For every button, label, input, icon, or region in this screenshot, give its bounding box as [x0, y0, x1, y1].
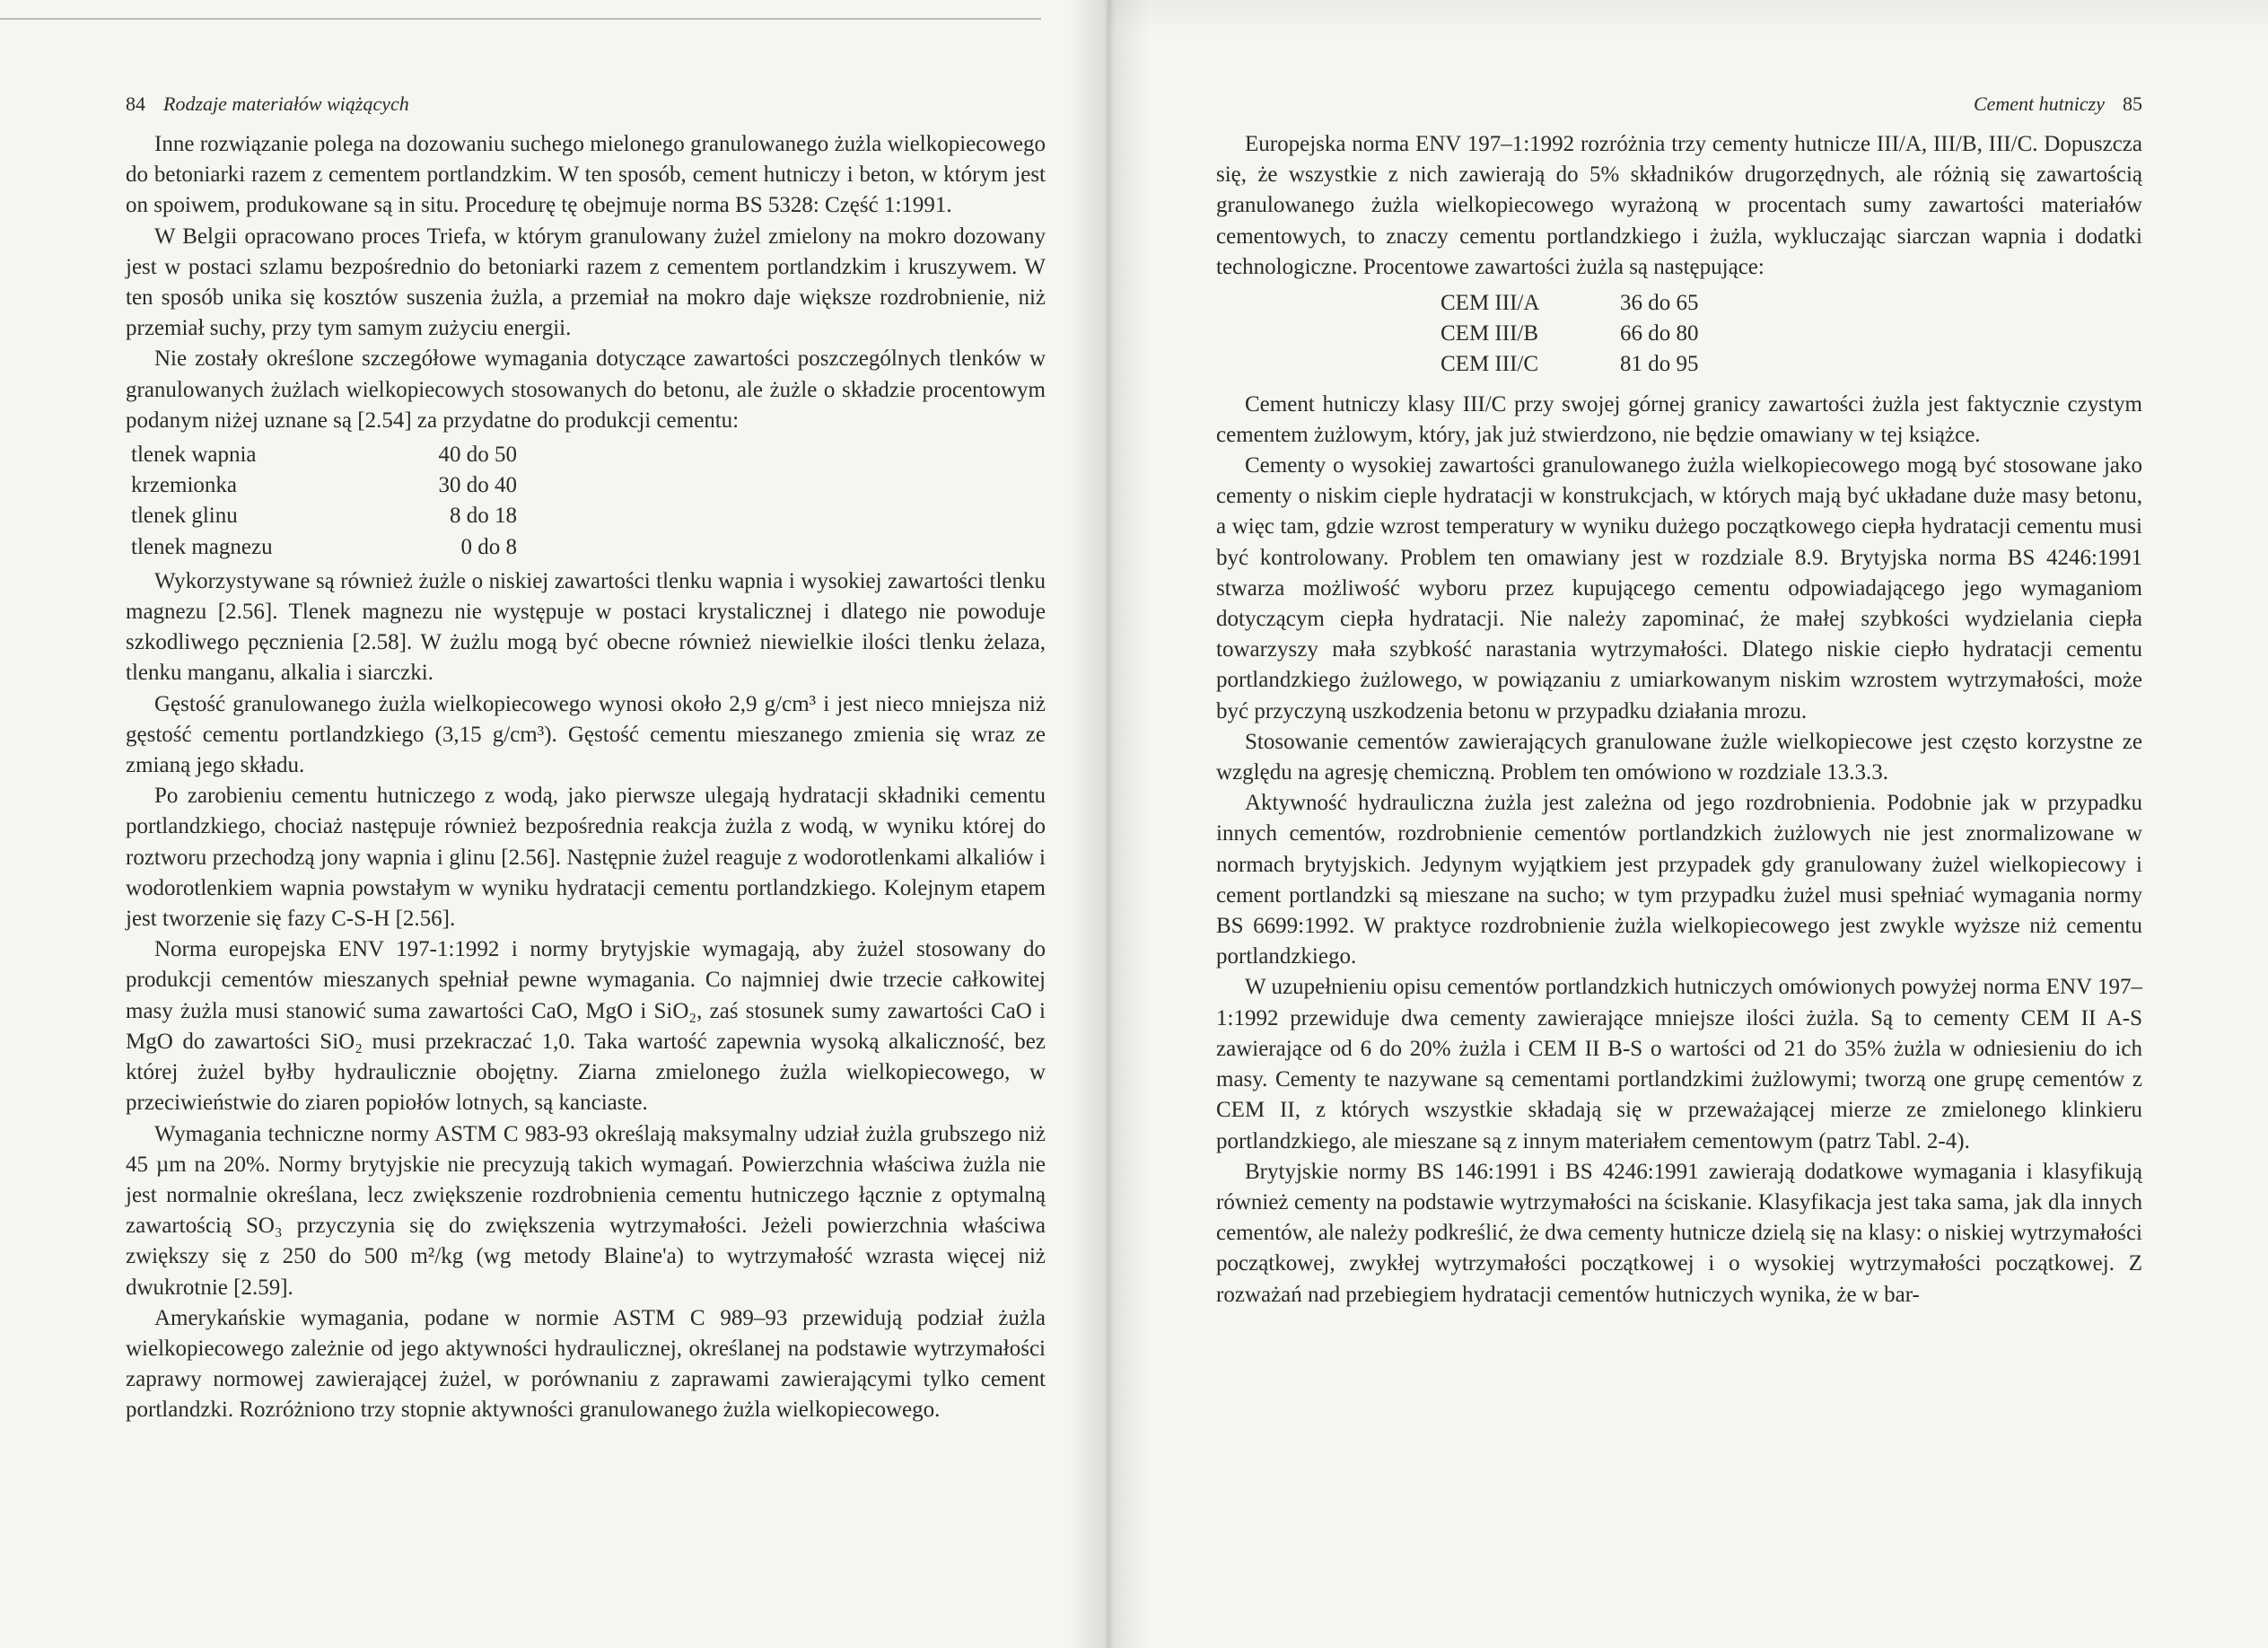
table-row: [131, 532, 1046, 563]
cement-class: CEM III/C: [1440, 352, 1539, 377]
table-row: [131, 470, 1046, 501]
paragraph: W uzupełnieniu opisu cementów portlandzkich hutniczych omówionych powyżej norma ENV 197–1:1992 przewiduje dwa cementy zawierające mniejsze ilości żużla. Są to cementy CEM II A-S zawierające od 6 do 20% żużla i CEM II B-S o wartości od 21 do 35% żużla w odniesieniu do ich masy. Cementy te nazywane są cementami portlandzkimi żużlowymi; tworzą one grupę cementów z CEM II, z których wszystkie składają się w przeważającej mierze ze zmielonego klinkieru portlandzkiego, ale mieszane są z innym materiałem cementowym (patrz Tabl. 2-4).: [1216, 975, 2142, 1153]
left-page-header: [126, 86, 1046, 122]
page-shadow: [1108, 0, 2268, 36]
paragraph: Norma europejska ENV 197-1:1992 i normy brytyjskie wymagają, aby żużel stosowany do produkcji cementów mieszanych spełniał pewne wymagania. Co najmniej dwie trzecie całkowitej masy żużla musi stanowić suma zawartości CaO, MgO i SiO₂, zaś stosunek sumy zawartości CaO i MgO do zawartości SiO₂ musi przekraczać 1,0. Taka wartość zapewnia wysoką alkaliczność, bez której żużel byłby hydraulicznie obojętny. Ziarna zmielonego żużla wielkopiecowego, w przeciwieństwie do ziaren popiołów lotnych, są kanciaste.: [126, 937, 1046, 1116]
slag-range: 81 do 95: [1620, 352, 1699, 377]
page-number: 84: [126, 92, 145, 115]
table-row: [131, 440, 1046, 470]
left-body: [126, 129, 1046, 1426]
paragraph: Brytyjskie normy BS 146:1991 i BS 4246:1991 zawierają dodatkowe wymagania i klasyfikują również cementy na podstawie wytrzymałości na ściskanie. Klasyfikacja jest taka sama, jak dla innych cementów, ale należy podkreślić, że dwa cementy hutnicze dzielą się na klasy: o niskiej wytrzymałości początkowej, zwykłej wytrzymałości początkowej i o wysokiej wytrzymałości początkowej. Z rozważań nad przebiegiem hydratacji cementów hutniczych wynika, że w bar-: [1216, 1159, 2142, 1307]
table-row: [1440, 349, 2142, 380]
paragraph: Nie zostały określone szczegółowe wymagania dotyczące zawartości poszczególnych tlenków w granulowanych żużlach wielkopiecowych stosowanych do betonu, ale żużle o składzie procentowym podanym niżej uznane są [2.54] za przydatne do produkcji cementu:: [126, 346, 1046, 433]
paragraph: Cementy o wysokiej zawartości granulowanego żużla wielkopiecowego mogą być stosowane jako cementy o niskim cieple hydratacji w konstrukcjach, w których mają być układane duże masy betonu, a więc tam, gdzie wzrost temperatury w wyniku dużego początkowego ciepła hydratacji cementu musi być kontrolowany. Problem ten omawiany jest w rozdziale 8.9. Brytyjska norma BS 4246:1991 stwarza możliwość wyboru przez kupującego cementu odpowiadającego jego wymaganiom dotyczącym ciepła hydratacji. Nie należy zapominać, że małej szybkości wydzielania ciepła towarzyszy mała szybkość narastania wytrzymałości. Dlatego niskie ciepło hydratacji cementu portlandzkiego żużlowego, w powiązaniu z umiarkowanym niskim wzrostem wytrzymałości, może być przyczyną uszkodzenia betonu w przypadku działania mrozu.: [1216, 453, 2142, 723]
cement-table: [1216, 288, 2142, 381]
running-title: Cement hutniczy: [1973, 92, 2105, 115]
cement-class: CEM III/B: [1440, 321, 1539, 346]
slag-range: 36 do 65: [1620, 291, 1699, 316]
oxide-name: tlenek magnezu: [131, 534, 273, 559]
right-page: [1108, 0, 2268, 1648]
top-rule: [0, 18, 1041, 20]
table-row: [131, 501, 1046, 531]
oxide-range: 30 do 40: [438, 473, 517, 498]
right-body: [1216, 129, 2142, 1311]
paragraph: Wymagania techniczne normy ASTM C 983-93 określają maksymalny udział żużla grubszego niż 45 µm na 20%. Normy brytyjskie nie precyzują takich wymagań. Powierzchnia właściwa żużla nie jest normalnie określana, lecz zwiększenie rozdrobnienia cementu hutniczego łącznie z optymalną zawartością SO₃ przyczynia się do zwiększenia wytrzymałości. Jeżeli powierzchnia właściwa zwiększy się z 250 do 500 m²/kg (wg metody Blaine'a) to wytrzymałość wzrasta więcej niż dwukrotnie [2.59].: [126, 1121, 1046, 1300]
oxide-range: 8 do 18: [450, 504, 517, 529]
paragraph: Europejska norma ENV 197–1:1992 rozróżnia trzy cementy hutnicze III/A, III/B, III/C. Dopuszcza się, że wszystkie z nich zawierają do 5% składników drugorzędnych, ale różnią się zawartością granulowanego żużla wielkopiecowego wyrażoną w procentach sumy zawartości materiałów cementowych, to znaczy cementu portlandzkiego i żużla, wykluczając siarczan wapnia i dodatki technologiczne. Procentowe zawartości żużla są następujące:: [1216, 132, 2142, 279]
paragraph: Amerykańskie wymagania, podane w normie ASTM C 989–93 przewidują podział żużla wielkopiecowego zależnie od jego aktywności hydraulicznej, określanej na podstawie wytrzymałości zaprawy normowej zawierającej żużel, w porównaniu z zaprawami zawierającymi tylko cement portlandzki. Rozróżniono trzy stopnie aktywności granulowanego żużla wielkopiecowego.: [126, 1305, 1046, 1423]
left-page: [0, 0, 1108, 1648]
paragraph: Gęstość granulowanego żużla wielkopiecowego wynosi około 2,9 g/cm³ i jest nieco mniejsza niż gęstość cementu portlandzkiego (3,15 g/cm³). Gęstość cementu mieszanego zmienia się wraz ze zmianą jego składu.: [126, 691, 1046, 778]
paragraph: Po zarobieniu cementu hutniczego z wodą, jako pierwsze ulegają hydratacji składniki cementu portlandzkiego, chociaż następuje również bezpośrednia reakcja żużla z wodą, w wyniku której do roztworu przechodzą jony wapnia i glinu [2.56]. Następnie żużel reaguje z wodorotlenkami alkaliów i wodorotlenkiem wapnia powstałym w wyniku hydratacji cementu portlandzkiego. Kolejnym etapem jest tworzenie się fazy C-S-H [2.56].: [126, 784, 1046, 932]
oxide-name: tlenek glinu: [131, 504, 238, 529]
paragraph: Stosowanie cementów zawierających granulowane żużle wielkopiecowe jest często korzystne ze względu na agresję chemiczną. Problem ten omówiono w rozdziale 13.3.3.: [1216, 729, 2142, 785]
cement-class: CEM III/A: [1440, 291, 1540, 316]
right-page-header: [1216, 86, 2142, 122]
paragraph: Wykorzystywane są również żużle o niskiej zawartości tlenku wapnia i wysokiej zawartości tlenku magnezu [2.56]. Tlenek magnezu nie występuje w postaci krystalicznej i dlatego nie powoduje szkodliwego pęcznienia [2.58]. W żużlu mogą być obecne również niewielkie ilości tlenku żelaza, tlenku manganu, alkalia i siarczki.: [126, 568, 1046, 686]
slag-range: 66 do 80: [1620, 321, 1699, 346]
table-row: [1440, 288, 2142, 319]
oxide-name: krzemionka: [131, 473, 238, 498]
paragraph: Aktywność hydrauliczna żużla jest zależna od jego rozdrobnienia. Podobnie jak w przypadku innych cementów, rozdrobnienie cementów portlandzkich żużlowych nie jest znormalizowane w normach brytyjskich. Jedynym wyjątkiem jest przypadek gdy granulowany żużel wielkopiecowy i cement portlandzki są mieszane na sucho; w tym przypadku żużel musi spełniać wymagania normy BS 6699:1992. W praktyce rozdrobnienie żużla wielkopiecowego jest zwykle wyższe niż cementu portlandzkiego.: [1216, 791, 2142, 969]
table-row: [1440, 319, 2142, 349]
oxide-range: 0 do 8: [460, 534, 517, 559]
page-number: 85: [2123, 92, 2142, 115]
composition-table: [126, 440, 1046, 563]
paragraph: W Belgii opracowano proces Triefa, w którym granulowany żużel zmielony na mokro dozowany jest w postaci szlamu bezpośrednio do betoniarki razem z cementem portlandzkim i kruszywem. W ten sposób unika się kosztów suszenia żużla, a przemiał na mokro daje większe rozdrobnienie, niż przemiał suchy, przy tym samym zużyciu energii.: [126, 224, 1046, 341]
paragraph: Inne rozwiązanie polega na dozowaniu suchego mielonego granulowanego żużla wielkopiecowego do betoniarki razem z cementem portlandzkim. W ten sposób, cement hutniczy i beton, w którym jest on spoiwem, produkowane są in situ. Procedurę tę obejmuje norma BS 5328: Część 1:1991.: [126, 132, 1046, 218]
running-title: Rodzaje materiałów wiążących: [163, 92, 409, 115]
paragraph: Cement hutniczy klasy III/C przy swojej górnej granicy zawartości żużla jest faktycznie czystym cementem żużlowym, który, jak już stwierdzono, nie będzie omawiany w tej książce.: [1216, 391, 2142, 447]
oxide-name: tlenek wapnia: [131, 443, 257, 468]
oxide-range: 40 do 50: [438, 443, 517, 468]
